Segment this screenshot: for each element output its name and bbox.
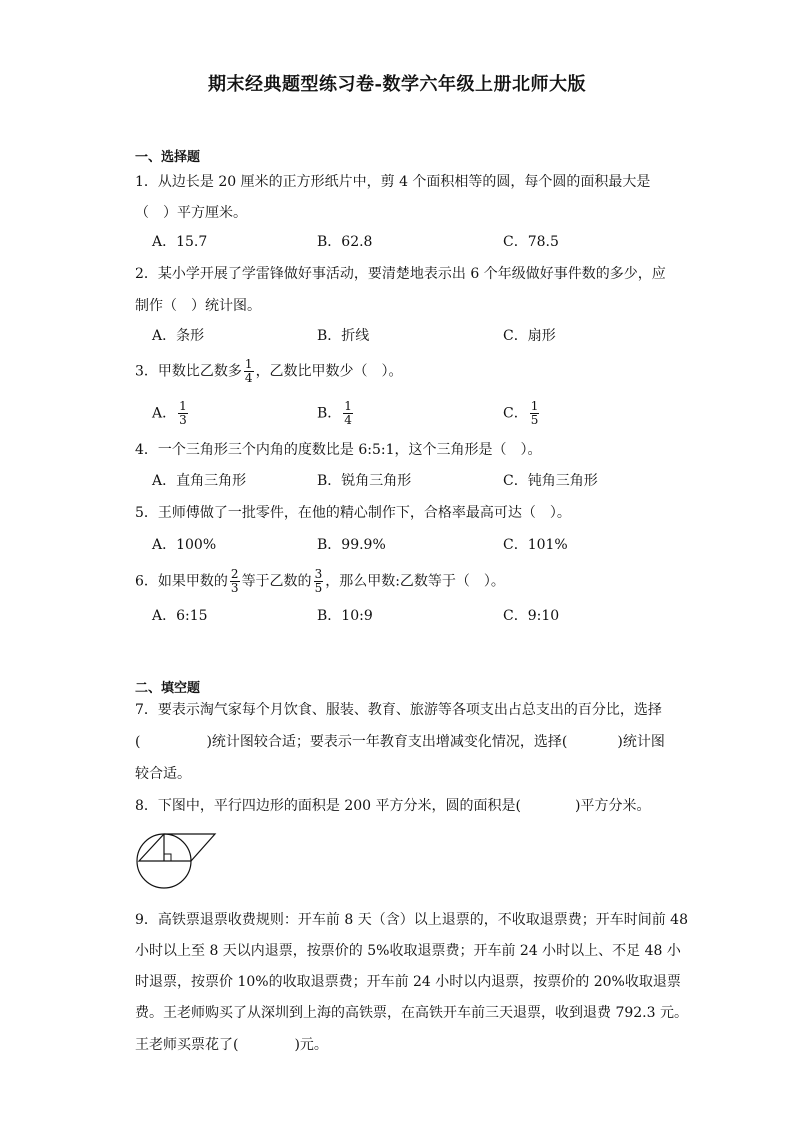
section-heading-fill: 二、填空题 <box>135 681 201 696</box>
q5-option-a[interactable]: A．100% <box>152 537 217 553</box>
q3-fraction <box>244 358 254 385</box>
q3-option-b-fraction <box>343 400 353 427</box>
q3-option-c-den: 5 <box>530 413 539 427</box>
q3-text-pre: 3．甲数比乙数多 <box>135 363 242 380</box>
q6-option-a[interactable]: A．6:15 <box>152 608 208 624</box>
q9-text-line4: 费。王老师购买了从深圳到上海的高铁票，在高铁开车前三天退票，收到退费 792.3 元。 <box>135 1005 688 1021</box>
q4-text: 4．一个三角形三个内角的度数比是 6:5:1，这个三角形是（ ）。 <box>135 442 542 458</box>
q2-text-line2: 制作（ ）统计图。 <box>135 298 261 314</box>
q3-option-a-den: 3 <box>179 413 187 427</box>
q4-option-c[interactable]: C．钝角三角形 <box>503 473 598 489</box>
q8-text-post: )平方分米。 <box>575 798 651 814</box>
q9-text-line1: 9．高铁票退票收费规则：开车前 8 天（含）以上退票的，不收取退票费；开车时间前 48 <box>135 912 688 928</box>
right-angle-mark <box>164 854 171 861</box>
q3-option-a-fraction <box>178 400 188 427</box>
q3-fraction-den: 4 <box>244 371 253 385</box>
q6-option-b[interactable]: B．10:9 <box>317 608 373 624</box>
q1-option-b[interactable]: B．62.8 <box>317 234 373 250</box>
q6-text-post: ，那么甲数:乙数等于（ ）。 <box>325 573 505 590</box>
q6-fraction-1 <box>230 568 240 595</box>
q5-option-c[interactable]: C．101% <box>503 537 568 553</box>
q3-option-c-label: C． <box>503 405 528 422</box>
q6-fraction-2-den: 5 <box>314 581 323 595</box>
q1-text-line1: 1．从边长是 20 厘米的正方形纸片中，剪 4 个面积相等的圆，每个圆的面积最大是 <box>135 174 651 190</box>
q7-line2-part-c: )统计图 <box>617 734 665 750</box>
q5-option-b[interactable]: B．99.9% <box>317 537 386 553</box>
q1-option-a[interactable]: A．15.7 <box>152 234 208 250</box>
q6-fraction-2 <box>314 568 324 595</box>
q4-option-b[interactable]: B．锐角三角形 <box>317 473 412 489</box>
q6-fraction-1-num: 2 <box>230 567 239 581</box>
q5-text: 5．王师傅做了一批零件，在他的精心制作下，合格率最高可达（ ）。 <box>135 505 571 521</box>
q2-text-line1: 2．某小学开展了学雷锋做好事活动，要清楚地表示出 6 个年级做好事件数的多少，应 <box>135 266 666 282</box>
q3-text <box>135 358 403 385</box>
q3-option-c[interactable] <box>503 400 541 427</box>
q3-fraction-num: 1 <box>244 357 253 371</box>
q1-text-line2: （ ）平方厘米。 <box>135 205 247 221</box>
q3-option-c-num: 1 <box>530 399 539 413</box>
section-heading-choice: 一、选择题 <box>135 150 201 165</box>
q7-text-line1: 7．要表示淘气家每个月饮食、服装、教育、旅游等各项支出占总支出的百分比，选择 <box>135 702 662 718</box>
q3-option-a-num: 1 <box>179 399 187 413</box>
q3-option-b-den: 4 <box>344 413 352 427</box>
q6-fraction-1-den: 3 <box>230 581 239 595</box>
q1-option-c[interactable]: C．78.5 <box>503 234 559 250</box>
q7-line2-part-b: )统计图较合适；要表示一年教育支出增减变化情况，选择( <box>206 734 568 750</box>
q6-text-pre: 6．如果甲数的 <box>135 573 228 590</box>
q7-line2-part-a: ( <box>135 734 141 750</box>
q3-option-b[interactable] <box>317 400 355 427</box>
q3-option-c-fraction <box>530 400 540 427</box>
parallelogram-circle-figure <box>135 826 219 890</box>
q3-option-a-label: A． <box>152 405 177 422</box>
q2-option-b[interactable]: B．折线 <box>317 328 370 344</box>
q3-option-b-label: B． <box>317 405 342 422</box>
q9-text-line2: 小时以上至 8 天以内退票，按票价的 5%收取退票费；开车前 24 小时以上、不足 48 小 <box>135 943 681 959</box>
q3-text-post: ，乙数比甲数少（ ）。 <box>255 363 403 380</box>
q6-option-c[interactable]: C．9:10 <box>503 608 560 624</box>
q6-text <box>135 568 505 595</box>
q9-text-line5 <box>135 1035 328 1055</box>
q2-option-c[interactable]: C．扇形 <box>503 328 556 344</box>
q7-text-line2 <box>135 732 665 752</box>
q7-text-line3: 较合适。 <box>135 766 191 782</box>
q9-text-line3: 时退票，按票价 10%的收取退票费；开车前 24 小时以内退票，按票价的 20%收取退票 <box>135 974 681 990</box>
page-title: 期末经典题型练习卷-数学六年级上册北师大版 <box>208 74 586 95</box>
q2-option-a[interactable]: A．条形 <box>152 328 205 344</box>
q8-text-pre: 8．下图中，平行四边形的面积是 200 平方分米，圆的面积是( <box>135 798 521 814</box>
q8-text <box>135 796 650 816</box>
q3-option-a[interactable] <box>152 400 190 427</box>
q6-fraction-2-num: 3 <box>314 567 323 581</box>
q4-option-a[interactable]: A．直角三角形 <box>152 473 247 489</box>
q3-option-b-num: 1 <box>344 399 352 413</box>
q6-text-mid: 等于乙数的 <box>241 573 312 590</box>
q9-line5-part-a: 王老师买票花了( <box>135 1037 239 1053</box>
q9-line5-part-b: )元。 <box>294 1037 328 1053</box>
